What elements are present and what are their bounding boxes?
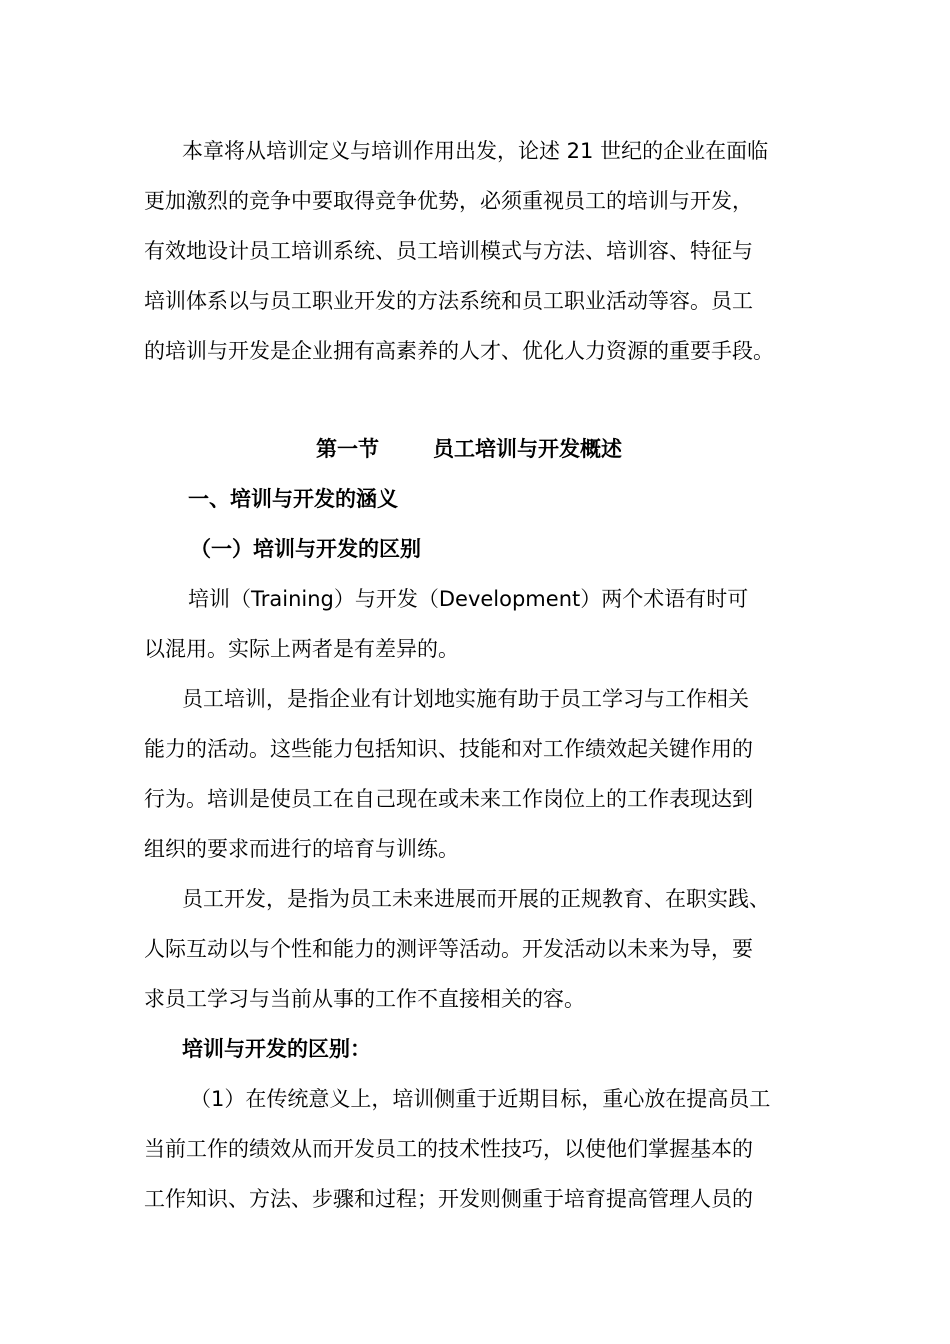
intro-line: 本章将从培训定义与培训作用出发，论述 21 世纪的企业在面临 <box>182 139 769 163</box>
paragraph-line: 以混用。实际上两者是有差异的。 <box>144 637 459 661</box>
list-item-line: 工作知识、方法、步骤和过程；开发则侧重于培育提高管理人员的 <box>144 1187 753 1211</box>
section-title: 员工培训与开发概述 <box>433 437 622 461</box>
paragraph-line: 能力的活动。这些能力包括知识、技能和对工作绩效起关键作用的 <box>144 737 753 761</box>
paragraph-line: 培训（Training）与开发（Development）两个术语有时可 <box>188 587 749 611</box>
list-item-line: （1）在传统意义上，培训侧重于近期目标，重心放在提高员工 <box>190 1087 771 1111</box>
paragraph-line: 员工开发，是指为员工未来进展而开展的正规教育、在职实践、 <box>182 887 770 911</box>
paragraph-line: 行为。培训是使员工在自己现在或未来工作岗位上的工作表现达到 <box>144 787 753 811</box>
intro-line: 的培训与开发是企业拥有高素养的人才、优化人力资源的重要手段。 <box>144 339 774 363</box>
intro-line: 有效地设计员工培训系统、员工培训模式与方法、培训容、特征与 <box>144 239 753 263</box>
difference-heading: 培训与开发的区别： <box>182 1037 371 1061</box>
paragraph-line: 求员工学习与当前从事的工作不直接相关的容。 <box>144 987 585 1011</box>
section-number: 第一节 <box>316 437 379 461</box>
intro-line: 更加激烈的竞争中要取得竞争优势，必须重视员工的培训与开发， <box>144 189 753 213</box>
paragraph-line: 员工培训，是指企业有计划地实施有助于员工学习与工作相关 <box>182 687 749 711</box>
paragraph-line: 人际互动以与个性和能力的测评等活动。开发活动以未来为导，要 <box>144 937 753 961</box>
heading-level-2: （一）培训与开发的区别 <box>190 537 421 561</box>
list-item-line: 当前工作的绩效从而开发员工的技术性技巧，以使他们掌握基本的 <box>144 1137 753 1161</box>
paragraph-line: 组织的要求而进行的培育与训练。 <box>144 837 459 861</box>
intro-line: 培训体系以与员工职业开发的方法系统和员工职业活动等容。员工 <box>144 289 753 313</box>
heading-level-1: 一、培训与开发的涵义 <box>188 487 398 511</box>
